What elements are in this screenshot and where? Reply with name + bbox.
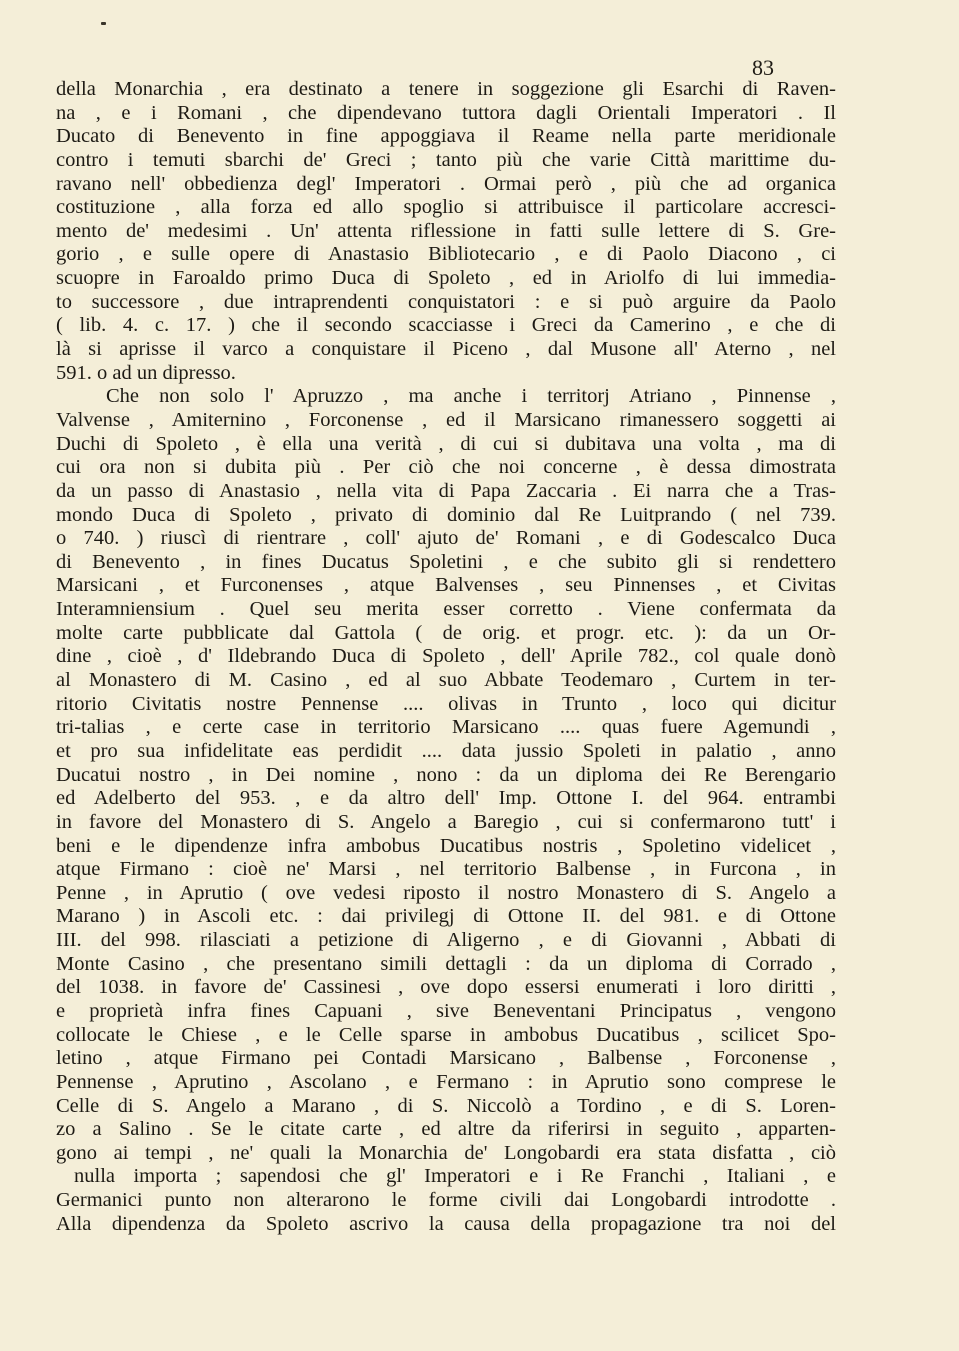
text-line: della Monarchia , era destinato a tenere in soggezione gli Esarchi di Raven- [56,78,836,100]
text-line: 591. o ad un dipresso. [56,361,236,384]
text-line: letino , atque Firmano pei Contadi Marsicano , Balbense , Forconense , [56,1047,836,1070]
text-line: Germanici punto non alterarono le forme civili dai Longobardi introdotte . [56,1189,836,1212]
text-line: III. del 998. rilasciati a petizione di Aligerno , e di Giovanni , Abbati di [56,929,836,952]
text-line: là si aprisse il varco a conquistare il Piceno , dal Musone all' Aterno , nel [56,338,836,361]
text-line: na , e i Romani , che dipendevano tuttora dagli Orientali Imperatori . Il [56,101,836,124]
text-line: zo a Salino . Se le citate carte , ed altre da riferirsi in seguito , apparten- [56,1118,836,1141]
text-line: Valvense , Amiternino , Forconense , ed il Marsicano rimanessero soggetti ai [56,408,836,431]
body-text [56,78,836,1236]
text-line: ed Adelberto del 953. , e da altro dell' Imp. Ottone I. del 964. entrambi [56,787,836,810]
text-line: o 740. ) riuscì di rientrare , coll' ajuto de' Romani , e di Godescalco Duca [56,527,836,550]
text-line: Duchi di Spoleto , è ella una verità , di cui si dubitava una volta , ma di [56,432,836,455]
text-line: mondo Duca di Spoleto , privato di dominio dal Re Luitprando ( nel 739. [56,503,836,526]
text-line: Penne , in Aprutio ( ove vedesi riposto il nostro Monastero di S. Angelo a [56,881,836,904]
text-line: dine , cioè , d' Ildebrando Duca di Spoleto , dell' Aprile 782., col quale donò [56,645,836,668]
text-line: ( lib. 4. c. 17. ) che il secondo scacciasse i Greci da Camerino , e che di [56,314,836,337]
text-line: gono ai tempi , ne' quali la Monarchia de' Longobardi era stata disfatta , ciò [56,1141,836,1164]
page-number: 83 [752,55,774,80]
text-line: e proprietà infra fines Capuani , sive Beneventani Principatus , vengono [56,999,836,1022]
text-line: in favore del Monastero di S. Angelo a Baregio , cui si confermarono tutt' i [56,810,836,833]
text-line: nulla importa ; sapendosi che gl' Imperatori e i Re Franchi , Italiani , e [74,1165,836,1188]
text-line: Ducato di Benevento in fine appoggiava il Reame nella parte meridionale [56,125,836,148]
text-line: ravano nell' obbedienza degl' Imperatori . Ormai però , più che ad organica [56,172,836,195]
text-line: et pro sua infidelitate eas perdidit .... data jussio Spoleti in palatio , anno [56,739,836,762]
text-line: Ducatui nostro , in Dei nomine , nono : da un diploma dei Re Berengario [56,763,836,786]
text-line: Alla dipendenza da Spoleto ascrivo la causa della propagazione tra noi del [56,1212,836,1235]
text-line: to successore , due intraprendenti conquistatori : e si può arguire da Paolo [56,290,836,313]
text-line: del 1038. in favore de' Cassinesi , ove dopo essersi enumerati i loro diritti , [56,976,836,999]
text-line: Monte Casino , che presentano simili dettagli : da un diploma di Corrado , [56,952,836,975]
text-line: Che non solo l' Apruzzo , ma anche i territorj Atriano , Pinnense , [106,385,836,408]
text-line: Marsicani , et Furconenses , atque Balvenses , seu Pinnenses , et Civitas [56,574,836,597]
text-line: ritorio Civitatis nostre Pennense .... olivas in Trunto , loco qui dicitur [56,692,836,715]
text-line: al Monastero di M. Casino , ed al suo Abbate Teodemaro , Curtem in ter- [56,669,836,692]
text-line: molte carte pubblicate dal Gattola ( de orig. et progr. etc. ): da un Or- [56,621,836,644]
text-line: di Benevento , in fines Ducatus Spoletini , e che subito gli si rendettero [56,550,836,573]
text-line: Pennense , Aprutino , Ascolano , e Fermano : in Aprutio sono comprese le [56,1070,836,1093]
text-line: contro i temuti sbarchi de' Greci ; tanto più che varie Città marittime du- [56,148,836,171]
text-line: scuopre in Faroaldo primo Duca di Spoleto , ed in Ariolfo di lui immedia- [56,267,836,290]
text-line: costituzione , alla forza ed allo spoglio si attribuisce il particolare accresci- [56,196,836,219]
text-line: gorio , e sulle opere di Anastasio Bibliotecario , e di Paolo Diacono , ci [56,243,836,266]
text-line: Marano ) in Ascoli etc. : dai privilegj di Ottone II. del 981. e di Ottone [56,905,836,928]
text-line: Celle di S. Angelo a Marano , di S. Niccolò a Tordino , e di S. Loren- [56,1094,836,1117]
text-line: cui ora non si dubita più . Per ciò che noi concerne , è dessa dimostrata [56,456,836,479]
text-line: da un passo di Anastasio , nella vita di Papa Zaccaria . Ei narra che a Tras- [56,479,836,502]
text-line: beni e le dipendenze infra ambobus Ducatibus nostris , Spoletino videlicet , [56,834,836,857]
text-line: atque Firmano : cioè ne' Marsi , nel territorio Balbense , in Furcona , in [56,858,836,881]
text-line: mento de' medesimi . Un' attenta riflessione in fatti sulle lettere di S. Gre- [56,219,836,242]
text-line: collocate le Chiese , e le Celle sparse in ambobus Ducatibus , scilicet Spo- [56,1023,836,1046]
ink-speck [101,22,106,25]
text-line: tri-talias , e certe case in territorio Marsicano .... quas fuere Agemundi , [56,716,836,739]
text-line: Interamniensium . Quel seu merita esser corretto . Viene confermata da [56,598,836,621]
